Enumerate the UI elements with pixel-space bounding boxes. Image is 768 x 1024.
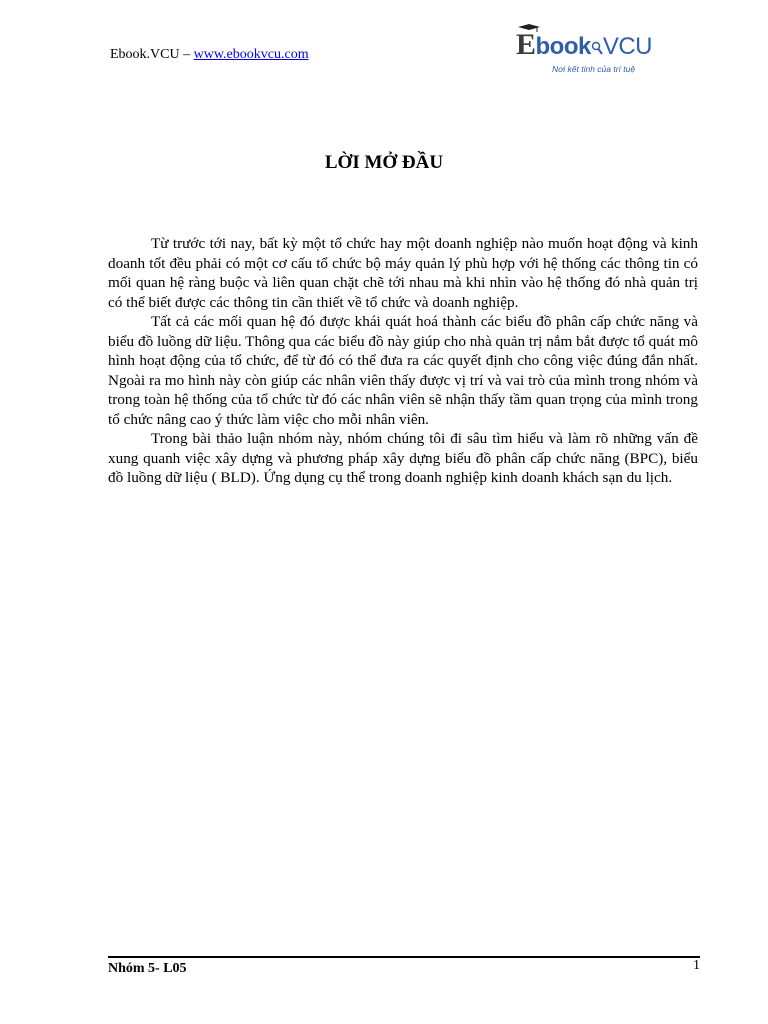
document-title: LỜI MỞ ĐẦU [324,152,444,173]
footer-divider [108,956,700,958]
body-paragraph: Từ trước tới nay, bất kỳ một tổ chức hay một doanh nghiệp nào muốn hoạt động và kinh doanh tốt đều phải có một cơ cấu tổ chức bộ máy quản lý phù hợp với hệ thống các thông tin có mối quan hệ ràng buộc và liên quan chặt chẽ tới nhau mà khi nhìn vào hệ thống đó nhà quản trị có thể biết được các thông tin cần thiết về tổ chức và doanh nghiệp. [108,235,698,311]
logo-book-text: book [535,33,591,60]
footer-group-label: Nhóm 5- L05 [108,961,187,976]
page-number: 1 [693,958,700,973]
site-link[interactable]: www.ebookvcu.com [193,47,309,62]
logo-tagline: Nơi kết tinh của trí tuệ [552,64,636,74]
document-body [108,234,698,488]
body-paragraph: Tất cả các mối quan hệ đó được khái quát hoá thành các biểu đồ phân cấp chức năng và biểu đồ luồng dữ liệu. Thông qua các biểu đồ này giúp cho nhà quản trị nắm bắt được tổ quát mô hình hoạt động của tổ chức, để từ đó có thể đưa ra các quyết định cho công việc đúng đắn nhất. Ngoài ra mo hình này còn giúp các nhân viên thấy được vị trí và vai trò của mình trong nhóm và trong toàn hệ thống của tổ chức từ đó các nhân viên sẽ nhận thấy tầm quan trọng của mình trong tổ chức nâng cao ý thức làm việc cho mỗi nhân viên. [108,313,698,428]
logo-e-letter: E [516,28,536,61]
site-name: Ebook.VCU – [110,47,194,62]
magnifier-icon [591,41,603,55]
logo-wordmark [516,28,652,62]
logo-vcu-text: VCU [602,33,653,60]
ebookvcu-logo [516,24,666,80]
header-site-line [110,47,309,63]
body-paragraph: Trong bài thảo luận nhóm này, nhóm chúng tôi đi sâu tìm hiểu và làm rõ những vấn đề xung quanh việc xây dựng và phương pháp xây dựng biểu đồ phân cấp chức năng (BPC), biểu đồ luồng dữ liệu ( BLD). Ứng dụng cụ thể trong doanh nghiệp kinh doanh khách sạn du lịch. [108,430,698,486]
